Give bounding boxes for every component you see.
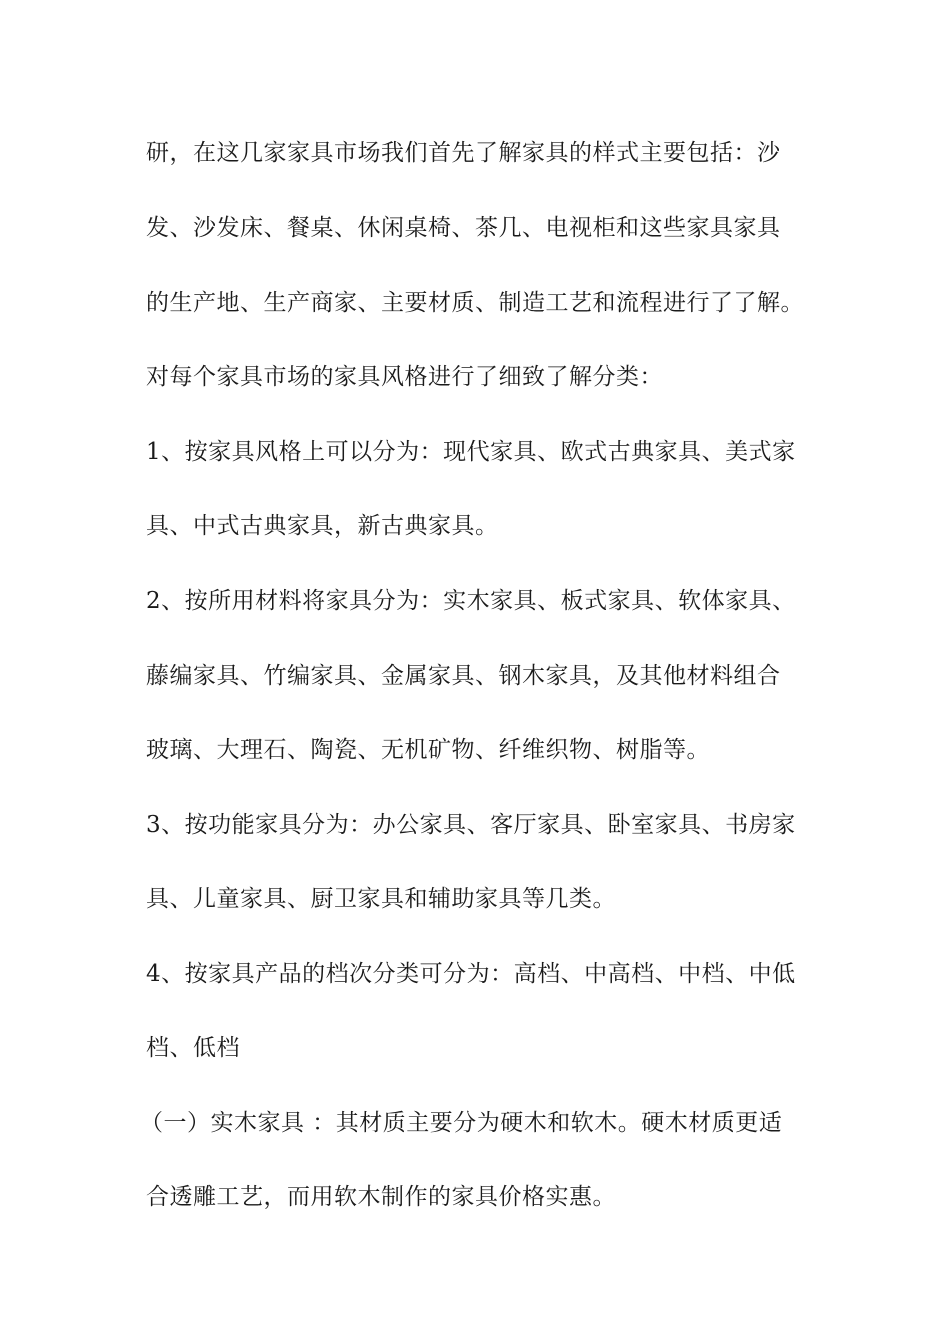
list-item-line: 4、按家具产品的档次分类可分为：高档、中高档、中档、中低 (146, 961, 796, 987)
list-item-line: 藤编家具、竹编家具、金属家具、钢木家具，及其他材料组合 (146, 663, 781, 689)
list-item-line: 档、低档 (146, 1035, 240, 1061)
list-item-line: 3、按功能家具分为：办公家具、客厅家具、卧室家具、书房家 (146, 812, 796, 838)
body-text-line: 研，在这几家家具市场我们首先了解家具的样式主要包括：沙 (146, 140, 781, 166)
list-item-line: 具、中式古典家具，新古典家具。 (146, 513, 499, 539)
list-item-line: 玻璃、大理石、陶瓷、无机矿物、纤维织物、树脂等。 (146, 737, 710, 763)
list-item-line: 1、按家具风格上可以分为：现代家具、欧式古典家具、美式家 (146, 439, 796, 465)
section-text-line: 合透雕工艺，而用软木制作的家具价格实惠。 (146, 1184, 616, 1210)
list-item-line: 具、儿童家具、厨卫家具和辅助家具等几类。 (146, 886, 616, 912)
section-text-line: （一）实木家具 ：其材质主要分为硬木和软木。硬木材质更适 (140, 1110, 783, 1136)
list-item-line: 2、按所用材料将家具分为：实木家具、板式家具、软体家具、 (146, 588, 796, 614)
body-text-line: 对每个家具市场的家具风格进行了细致了解分类： (146, 364, 663, 390)
body-text-line: 的生产地、生产商家、主要材质、制造工艺和流程进行了了解。 (146, 290, 804, 316)
body-text-line: 发、沙发床、餐桌、休闲桌椅、茶几、电视柜和这些家具家具 (146, 215, 781, 241)
